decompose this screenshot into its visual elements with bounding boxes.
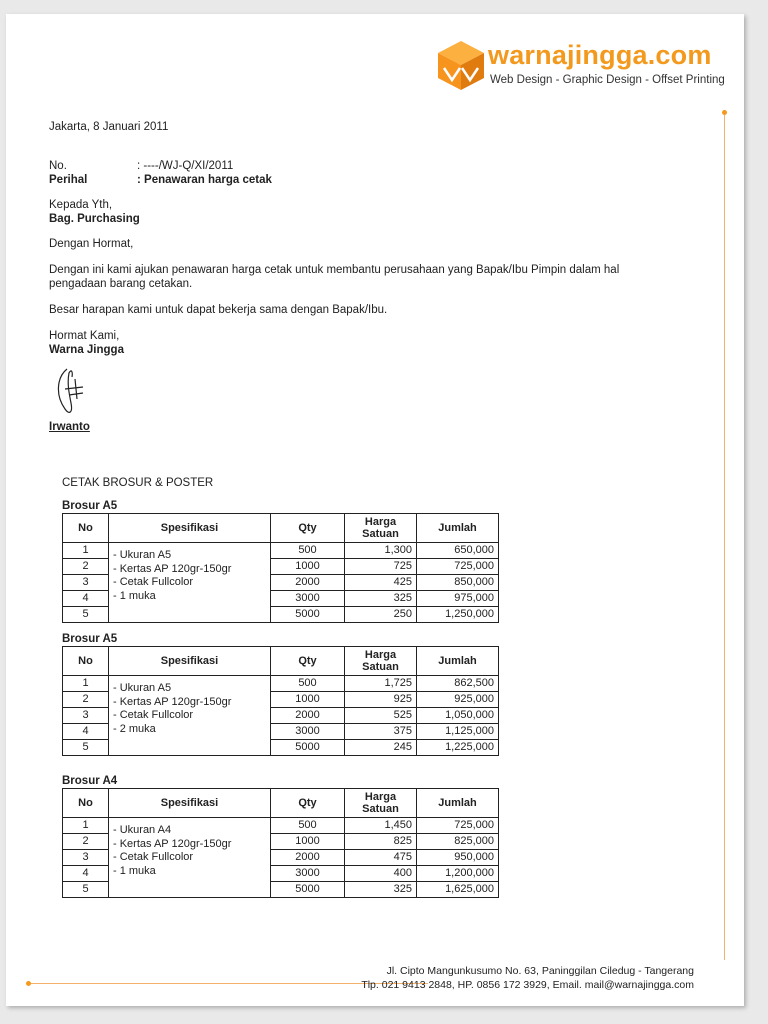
column-header-no: No: [63, 647, 109, 676]
row-price: 245: [345, 740, 417, 756]
spec-line: - Kertas AP 120gr-150gr: [113, 562, 232, 575]
body-paragraph-1-line-2: pengadaan barang cetakan.: [49, 278, 193, 290]
row-price: 925: [345, 692, 417, 708]
row-total: 1,125,000: [417, 724, 499, 740]
row-price: 325: [345, 882, 417, 898]
row-qty: 2000: [271, 575, 345, 591]
row-no: 4: [63, 866, 109, 882]
brand-tagline: Web Design - Graphic Design - Offset Printing: [490, 74, 725, 86]
recipient-line-1: Kepada Yth,: [49, 199, 113, 211]
row-qty: 1000: [271, 692, 345, 708]
price-table: [62, 513, 499, 623]
row-total: 950,000: [417, 850, 499, 866]
signer-name: Irwanto: [49, 421, 90, 433]
row-qty: 500: [271, 818, 345, 834]
body-paragraph-1-line-1: Dengan ini kami ajukan penawaran harga cetak untuk membantu perusahaan yang Bapak/Ibu Pimpin dalam hal: [49, 264, 620, 276]
row-qty: 5000: [271, 740, 345, 756]
place-date: Jakarta, 8 Januari 2011: [49, 121, 169, 133]
row-no: 4: [63, 591, 109, 607]
row-price: 725: [345, 559, 417, 575]
row-no: 1: [63, 818, 109, 834]
column-header-no: No: [63, 514, 109, 543]
row-total: 1,625,000: [417, 882, 499, 898]
cube-logo-icon: [434, 38, 488, 92]
table-title: Brosur A4: [62, 775, 118, 787]
row-total: 650,000: [417, 543, 499, 559]
subject-label: Perihal: [49, 174, 88, 186]
row-no: 5: [63, 607, 109, 623]
row-no: 5: [63, 882, 109, 898]
row-qty: 3000: [271, 724, 345, 740]
row-price: 475: [345, 850, 417, 866]
price-table: [62, 646, 499, 756]
recipient-line-2: Bag. Purchasing: [49, 213, 140, 225]
row-total: 725,000: [417, 818, 499, 834]
price-table-3: [62, 774, 502, 898]
row-qty: 1000: [271, 834, 345, 850]
table-title: Brosur A5: [62, 633, 118, 645]
column-header-qty: Qty: [271, 789, 345, 818]
row-total: 825,000: [417, 834, 499, 850]
row-total: 975,000: [417, 591, 499, 607]
row-no: 5: [63, 740, 109, 756]
spec-line: - 1 muka: [113, 589, 156, 602]
company-name: Warna Jingga: [49, 344, 124, 356]
spec-line: - Kertas AP 120gr-150gr: [113, 837, 232, 850]
row-no: 4: [63, 724, 109, 740]
column-header-total: Jumlah: [417, 647, 499, 676]
row-qty: 500: [271, 676, 345, 692]
row-total: 862,500: [417, 676, 499, 692]
table-row: [63, 676, 499, 692]
subject-value: : Penawaran harga cetak: [137, 174, 272, 186]
letter-body: [49, 120, 699, 434]
table-row: [63, 818, 499, 834]
price-table-2: [62, 632, 502, 756]
spec-line: - 1 muka: [113, 864, 156, 877]
decorative-dot-bottom: [26, 981, 31, 986]
row-total: 725,000: [417, 559, 499, 575]
row-no: 3: [63, 575, 109, 591]
spec-line: - Cetak Fullcolor: [113, 709, 194, 721]
row-qty: 5000: [271, 607, 345, 623]
footer-contact-line: Tlp. 021 9413 2848, HP. 0856 172 3929, Email. mail@warnajingga.com: [361, 979, 694, 991]
row-price: 1,725: [345, 676, 417, 692]
letterhead: [434, 38, 744, 108]
reference-number-label: No.: [49, 160, 67, 172]
section-title: CETAK BROSUR & POSTER: [62, 477, 214, 489]
table-header-row: [63, 647, 499, 676]
row-total: 1,050,000: [417, 708, 499, 724]
spec-line: - Ukuran A5: [113, 682, 172, 694]
row-qty: 3000: [271, 591, 345, 607]
column-header-spec: Spesifikasi: [109, 514, 271, 543]
row-total: 1,200,000: [417, 866, 499, 882]
spec-line: - Cetak Fullcolor: [113, 576, 194, 588]
row-no: 2: [63, 559, 109, 575]
spec-line: - Ukuran A4: [113, 824, 172, 836]
row-qty: 500: [271, 543, 345, 559]
column-header-total: Jumlah: [417, 514, 499, 543]
row-price: 250: [345, 607, 417, 623]
row-price: 425: [345, 575, 417, 591]
subject-row: [49, 173, 699, 187]
reference-number-value: : ----/WJ-Q/XI/2011: [137, 160, 234, 172]
column-header-spec: Spesifikasi: [109, 647, 271, 676]
row-no: 2: [63, 692, 109, 708]
table-header-row: [63, 789, 499, 818]
decorative-dot-right: [722, 110, 727, 115]
reference-number-row: [49, 159, 699, 173]
greeting: Dengan Hormat,: [49, 238, 134, 250]
column-header-no: No: [63, 789, 109, 818]
price-table-1: [62, 499, 502, 623]
table-title: Brosur A5: [62, 500, 118, 512]
spec-cell: [109, 676, 271, 756]
row-total: 850,000: [417, 575, 499, 591]
row-price: 825: [345, 834, 417, 850]
spec-cell: [109, 543, 271, 623]
decorative-line-right: [724, 110, 725, 960]
row-price: 1,450: [345, 818, 417, 834]
row-no: 3: [63, 850, 109, 866]
spec-line: - 2 muka: [113, 722, 156, 735]
body-paragraph-2: Besar harapan kami untuk dapat bekerja sama dengan Bapak/Ibu.: [49, 304, 388, 316]
column-header-total: Jumlah: [417, 789, 499, 818]
price-table: [62, 788, 499, 898]
row-price: 375: [345, 724, 417, 740]
row-total: 1,250,000: [417, 607, 499, 623]
brand-name: warnajingga.com: [488, 40, 712, 70]
column-header-price: Harga Satuan: [345, 514, 417, 543]
row-qty: 3000: [271, 866, 345, 882]
row-qty: 2000: [271, 708, 345, 724]
row-price: 325: [345, 591, 417, 607]
row-price: 1,300: [345, 543, 417, 559]
row-qty: 1000: [271, 559, 345, 575]
row-qty: 2000: [271, 850, 345, 866]
column-header-qty: Qty: [271, 647, 345, 676]
row-price: 400: [345, 866, 417, 882]
table-row: [63, 543, 499, 559]
row-no: 1: [63, 676, 109, 692]
footer-address-line: Jl. Cipto Mangunkusumo No. 63, Paninggilan Ciledug - Tangerang: [386, 965, 694, 977]
row-price: 525: [345, 708, 417, 724]
closing: Hormat Kami,: [49, 330, 120, 342]
column-header-price: Harga Satuan: [345, 647, 417, 676]
row-no: 1: [63, 543, 109, 559]
row-total: 925,000: [417, 692, 499, 708]
spec-line: - Kertas AP 120gr-150gr: [113, 695, 232, 708]
spec-cell: [109, 818, 271, 898]
footer-address: [361, 964, 694, 992]
table-header-row: [63, 514, 499, 543]
column-header-spec: Spesifikasi: [109, 789, 271, 818]
row-no: 3: [63, 708, 109, 724]
signature-icon: [53, 365, 93, 417]
row-total: 1,225,000: [417, 740, 499, 756]
row-qty: 5000: [271, 882, 345, 898]
column-header-price: Harga Satuan: [345, 789, 417, 818]
letter-page: [6, 14, 744, 1006]
column-header-qty: Qty: [271, 514, 345, 543]
spec-line: - Cetak Fullcolor: [113, 851, 194, 863]
spec-line: - Ukuran A5: [113, 549, 172, 561]
row-no: 2: [63, 834, 109, 850]
